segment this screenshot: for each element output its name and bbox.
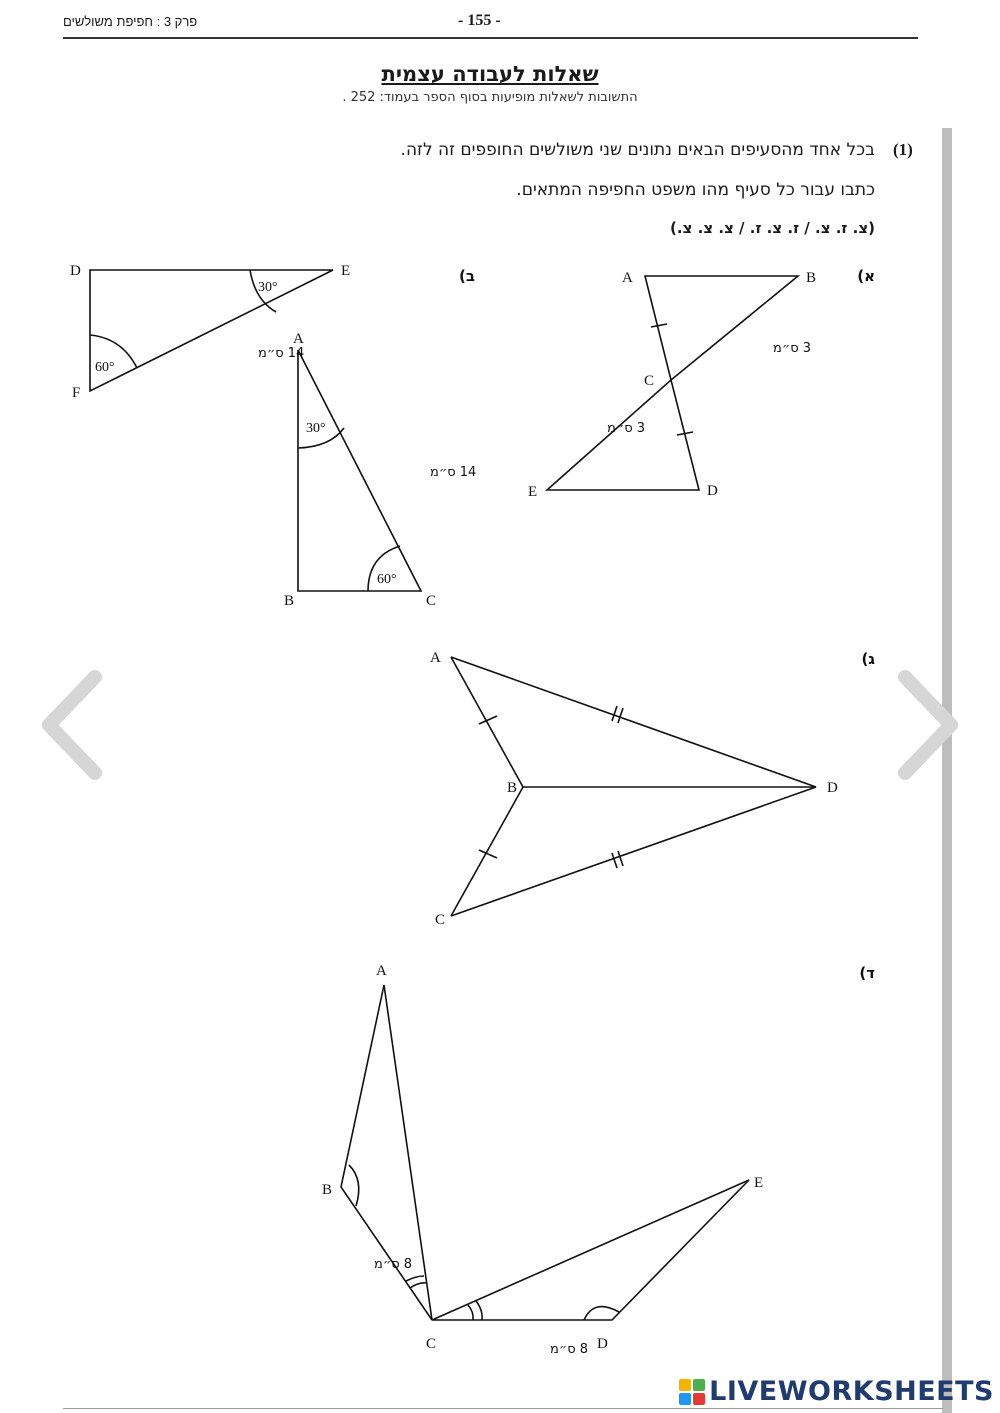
angle-arc-c1 [406, 1276, 424, 1281]
answers-note: התשובות לשאלות מופיעות בסוף הספר בעמוד: 252 . [342, 90, 638, 105]
part-d-label: (ד [859, 964, 875, 982]
length-ac-label: 14 ס״מ [430, 465, 477, 480]
angle-f-label: 60° [95, 360, 115, 375]
chevron-right-icon[interactable] [895, 665, 965, 785]
length-cd-label-d: 8 ס״מ [550, 1342, 589, 1357]
length-bc-label: 3 ס״מ [773, 341, 812, 356]
figure-c [451, 657, 816, 916]
tick-ad-1 [612, 706, 617, 721]
vertex-c-label: C [644, 373, 655, 389]
angle-arc-c2 [410, 1283, 426, 1288]
tick-ac [651, 324, 667, 327]
figure-b [90, 270, 421, 591]
triangle-abc [645, 276, 798, 380]
vertex-d-label-c: D [827, 780, 838, 796]
part-a-label: (א [857, 267, 875, 285]
vertex-e-label-b: E [341, 263, 351, 279]
segment-cd [451, 787, 816, 916]
tick-cd-2 [618, 851, 623, 866]
vertex-e-label: E [528, 484, 538, 500]
question-instruction-1: בכל אחד מהסעיפים הבאים נתונים שני משולשים החופפים זה לזה. [400, 140, 875, 160]
vertex-a-label-d: A [376, 963, 387, 979]
triangle-cde [432, 1180, 749, 1320]
length-ef-label: 14 ס״מ [258, 346, 305, 361]
question-number: (1) [893, 140, 913, 159]
brand-watermark[interactable] [679, 1376, 994, 1407]
figure-a [547, 276, 798, 490]
part-c-label: (ג [861, 650, 875, 668]
vertex-f-label: F [72, 385, 81, 401]
vertex-b-label: B [806, 270, 817, 286]
vertex-b-label-c: B [507, 780, 518, 796]
footer-rule [63, 1408, 943, 1409]
tick-ad-2 [618, 708, 623, 723]
tick-cd-1 [612, 853, 617, 868]
chevron-left-icon[interactable] [35, 665, 105, 785]
vertex-c-label-b: C [426, 593, 437, 609]
vertex-c-label-c: C [435, 912, 446, 928]
vertex-c-label-d: C [426, 1336, 437, 1352]
length-ce-label: 3 ס״מ [607, 421, 646, 436]
segment-ad [451, 657, 816, 787]
page-number: - 155 - [458, 12, 501, 29]
angle-e-label: 30° [258, 280, 278, 295]
question-instruction-2: כתבו עבור כל סעיף מהו משפט החפיפה המתאים. [516, 180, 875, 200]
vertex-e-label-d: E [754, 1175, 764, 1191]
vertex-d-label-d: D [597, 1336, 608, 1352]
vertex-b-label-d: B [322, 1182, 333, 1198]
triangle-abc-b [298, 350, 421, 591]
brand-name: LIVEWORKSHEETS [709, 1376, 994, 1407]
vertex-a-label-b: A [293, 331, 304, 347]
angle-arc-c4 [468, 1305, 473, 1320]
vertex-b-label-b: B [284, 593, 295, 609]
vertex-d-label: D [707, 483, 718, 499]
length-bc-label-d: 8 ס״מ [374, 1257, 413, 1272]
angle-c-label: 60° [377, 572, 397, 587]
chapter-label: פרק 3 : חפיפת משולשים [63, 14, 198, 29]
brand-logo-icon [679, 1379, 705, 1405]
section-title: שאלות לעבודה עצמית [381, 62, 599, 86]
congruence-theorems-list: (צ. ז. צ. / ז. צ. ז. / צ. צ. צ.) [670, 219, 875, 237]
angle-a-label: 30° [306, 421, 326, 436]
vertex-a-label-c: A [430, 650, 441, 666]
vertex-a-label: A [622, 270, 633, 286]
vertex-d-label-b: D [70, 263, 81, 279]
angle-arc-c3 [476, 1301, 482, 1320]
part-b-label: (ב [458, 267, 475, 285]
